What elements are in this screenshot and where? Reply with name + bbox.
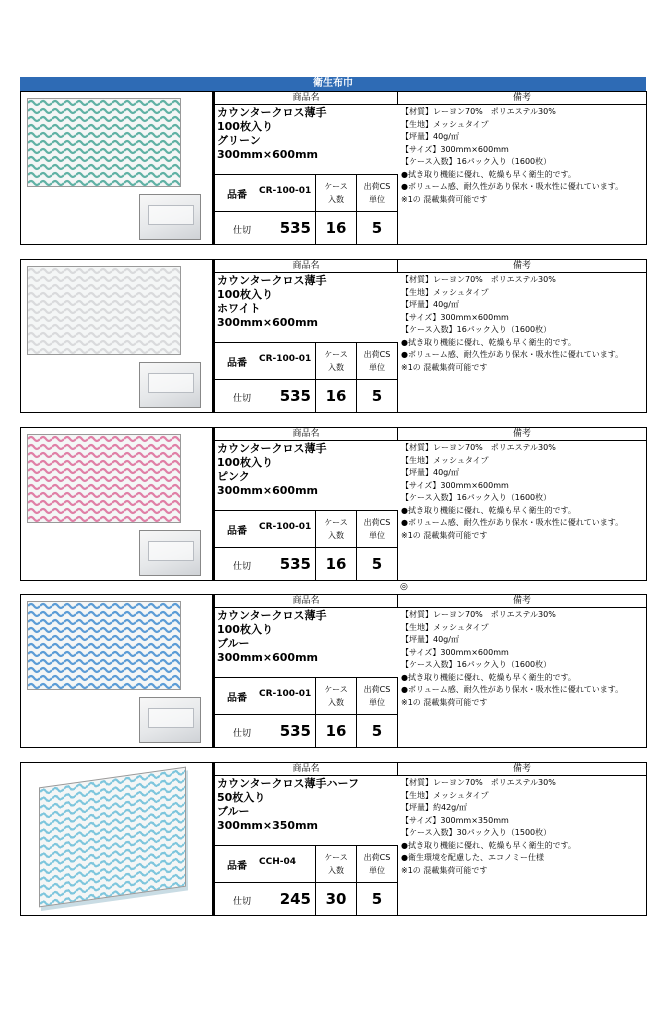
notes-column-header: 備考: [398, 595, 646, 608]
product-image-cell: [20, 594, 213, 748]
product-name-line: 300mm×350mm: [217, 819, 318, 832]
product-row: [20, 594, 646, 748]
product-name-line: ブルー: [217, 805, 250, 818]
spec-grid: [215, 342, 398, 413]
product-info: [213, 259, 647, 413]
product-name-line: カウンタークロス薄手: [217, 442, 327, 455]
case-header-2: 入数: [328, 363, 344, 372]
product-name-line: 300mm×600mm: [217, 316, 318, 329]
cloth-image: [27, 601, 181, 690]
product-name: [217, 609, 395, 665]
note-line: 【坪量】約42g/㎡: [401, 803, 467, 812]
note-line: ※1の 混載集荷可能です: [401, 194, 488, 204]
notes-list: [401, 442, 645, 542]
spec-grid: [215, 677, 398, 748]
notes-column-header: 備考: [398, 763, 646, 776]
note-line: 【生地】メッシュタイプ: [401, 622, 489, 632]
case-quantity: 16: [325, 387, 347, 405]
product-name-line: 100枚入り: [217, 120, 273, 133]
product-name-line: カウンタークロス薄手: [217, 106, 327, 119]
product-code: CR-100-01: [259, 186, 312, 196]
product-name: [217, 442, 395, 498]
product-code: CR-100-01: [259, 354, 312, 364]
product-name: [217, 777, 395, 833]
unit-header-2: 単位: [369, 866, 385, 875]
section-title: 衛生布巾: [313, 78, 353, 89]
note-line: ※1の 混載集荷可能です: [401, 530, 488, 540]
unit-header-1: 出荷CS: [363, 853, 391, 862]
case-header-2: 入数: [328, 531, 344, 540]
unit-header-1: 出荷CS: [363, 182, 391, 191]
note-line: 【材質】レーヨン70% ポリエステル30%: [401, 610, 556, 619]
price-label: 仕切: [233, 394, 252, 404]
note-line: ※1の 混載集荷可能です: [401, 865, 488, 875]
note-line: ※1の 混載集荷可能です: [401, 697, 488, 707]
shipping-unit: 5: [371, 387, 383, 405]
product-info: [213, 427, 647, 581]
note-line: ●拭き取り機能に優れ、乾燥も早く衛生的です。: [401, 505, 576, 515]
case-quantity: 16: [325, 555, 347, 573]
product-name-line: 300mm×600mm: [217, 148, 318, 161]
note-line: 【坪量】40g/㎡: [401, 132, 459, 141]
note-line: 【坪量】40g/㎡: [401, 468, 459, 477]
product-name-line: カウンタークロス薄手: [217, 274, 327, 287]
note-line: 【サイズ】300mm×600mm: [401, 312, 509, 322]
note-line: ●拭き取り機能に優れ、乾燥も早く衛生的です。: [401, 337, 576, 347]
spec-grid: [215, 174, 398, 245]
case-quantity: 30: [325, 890, 347, 908]
case-header-1: ケース: [324, 350, 348, 359]
product-name-line: 50枚入り: [217, 791, 266, 804]
note-line: ●ボリューム感、耐久性があり保水・吸水性に優れています。: [401, 182, 624, 191]
unit-header-2: 単位: [369, 698, 385, 707]
unit-header-2: 単位: [369, 531, 385, 540]
note-line: 【生地】メッシュタイプ: [401, 790, 489, 800]
note-line: 【材質】レーヨン70% ポリエステル30%: [401, 275, 556, 284]
product-name-line: 100枚入り: [217, 288, 273, 301]
note-line: ●拭き取り機能に優れ、乾燥も早く衛生的です。: [401, 840, 576, 850]
case-header-1: ケース: [324, 853, 348, 862]
product-image-cell: [20, 762, 213, 916]
cloth-image: [27, 434, 181, 523]
name-column-header: 商品名: [215, 763, 398, 776]
product-name-line: カウンタークロス薄手: [217, 609, 327, 622]
product-row: [20, 259, 646, 413]
notes-list: [401, 106, 645, 206]
case-header-1: ケース: [324, 182, 348, 191]
product-name-line: カウンタークロス薄手ハーフ: [217, 777, 360, 790]
unit-header-1: 出荷CS: [363, 518, 391, 527]
package-image: [139, 697, 201, 743]
name-column-header: 商品名: [215, 595, 398, 608]
unit-header-1: 出荷CS: [363, 685, 391, 694]
cloth-image: [27, 266, 181, 355]
case-header-2: 入数: [328, 866, 344, 875]
note-line: ●ボリューム感、耐久性があり保水・吸水性に優れています。: [401, 685, 624, 694]
price-value: 535: [279, 555, 311, 573]
unit-header-1: 出荷CS: [363, 350, 391, 359]
notes-list: [401, 609, 645, 709]
section-header: [20, 77, 646, 91]
price-label: 仕切: [233, 562, 252, 572]
case-header-1: ケース: [324, 685, 348, 694]
code-label: 品番: [227, 190, 247, 201]
product-name-line: ピンク: [217, 470, 250, 483]
code-label: 品番: [227, 358, 247, 369]
note-line: 【材質】レーヨン70% ポリエステル30%: [401, 107, 556, 116]
product-name: [217, 274, 395, 330]
price-label: 仕切: [233, 897, 252, 907]
price-value: 535: [279, 387, 311, 405]
product-row: [20, 762, 646, 916]
note-line: ●拭き取り機能に優れ、乾燥も早く衛生的です。: [401, 169, 576, 179]
product-code: CR-100-01: [259, 689, 312, 699]
spec-grid: [215, 510, 398, 581]
code-label: 品番: [227, 861, 247, 872]
case-header-2: 入数: [328, 698, 344, 707]
price-label: 仕切: [233, 226, 252, 236]
price-label: 仕切: [233, 729, 252, 739]
note-line: 【生地】メッシュタイプ: [401, 119, 489, 129]
note-line: 【生地】メッシュタイプ: [401, 455, 489, 465]
unit-header-2: 単位: [369, 363, 385, 372]
case-quantity: 16: [325, 219, 347, 237]
shipping-unit: 5: [371, 890, 383, 908]
note-line: 【材質】レーヨン70% ポリエステル30%: [401, 778, 556, 787]
note-line: ●ボリューム感、耐久性があり保水・吸水性に優れています。: [401, 350, 624, 359]
note-line: 【ケース入数】16パック入り（1600枚）: [401, 493, 552, 502]
note-line: ●拭き取り機能に優れ、乾燥も早く衛生的です。: [401, 672, 576, 682]
product-row: [20, 91, 646, 245]
note-line: 【材質】レーヨン70% ポリエステル30%: [401, 443, 556, 452]
note-line: ※1の 混載集荷可能です: [401, 362, 488, 372]
note-line: 【サイズ】300mm×600mm: [401, 647, 509, 657]
code-label: 品番: [227, 526, 247, 537]
shipping-unit: 5: [371, 722, 383, 740]
unit-header-2: 単位: [369, 195, 385, 204]
note-line: 【サイズ】300mm×600mm: [401, 144, 509, 154]
product-code: CCH-04: [259, 857, 297, 867]
circle-mark: ◎: [400, 582, 408, 592]
product-name-line: 300mm×600mm: [217, 651, 318, 664]
note-line: 【ケース入数】30パック入り（1500枚）: [401, 828, 552, 837]
product-name-line: ホワイト: [217, 302, 261, 315]
product-name-line: ブルー: [217, 637, 250, 650]
note-line: 【サイズ】300mm×600mm: [401, 480, 509, 490]
note-line: 【ケース入数】16パック入り（1600枚）: [401, 660, 552, 669]
product-name-line: 100枚入り: [217, 623, 273, 636]
product-image-cell: [20, 427, 213, 581]
notes-column-header: 備考: [398, 92, 646, 105]
notes-list: [401, 274, 645, 374]
note-line: 【ケース入数】16パック入り（1600枚）: [401, 157, 552, 166]
product-code: CR-100-01: [259, 522, 312, 532]
note-line: 【ケース入数】16パック入り（1600枚）: [401, 325, 552, 334]
shipping-unit: 5: [371, 219, 383, 237]
name-column-header: 商品名: [215, 428, 398, 441]
product-image-cell: [20, 259, 213, 413]
notes-list: [401, 777, 645, 877]
price-value: 245: [279, 890, 311, 908]
name-column-header: 商品名: [215, 260, 398, 273]
shipping-unit: 5: [371, 555, 383, 573]
cloth-image: [27, 98, 181, 187]
name-column-header: 商品名: [215, 92, 398, 105]
package-image: [139, 530, 201, 576]
code-label: 品番: [227, 693, 247, 704]
note-line: ●ボリューム感、耐久性があり保水・吸水性に優れています。: [401, 518, 624, 527]
product-image-cell: [20, 91, 213, 245]
product-name-line: 300mm×600mm: [217, 484, 318, 497]
product-info: [213, 594, 647, 748]
note-line: 【サイズ】300mm×350mm: [401, 815, 509, 825]
product-info: [213, 91, 647, 245]
product-info: [213, 762, 647, 916]
product-name-line: 100枚入り: [217, 456, 273, 469]
product-row: [20, 427, 646, 581]
case-quantity: 16: [325, 722, 347, 740]
notes-column-header: 備考: [398, 260, 646, 273]
product-name: [217, 106, 395, 162]
note-line: 【生地】メッシュタイプ: [401, 287, 489, 297]
package-image: [139, 362, 201, 408]
price-value: 535: [279, 722, 311, 740]
spec-grid: [215, 845, 398, 916]
product-name-line: グリーン: [217, 134, 261, 147]
note-line: 【坪量】40g/㎡: [401, 300, 459, 309]
case-header-1: ケース: [324, 518, 348, 527]
note-line: ●衛生環境を配慮した、エコノミー仕様: [401, 853, 544, 862]
package-image: [139, 194, 201, 240]
case-header-2: 入数: [328, 195, 344, 204]
note-line: 【坪量】40g/㎡: [401, 635, 459, 644]
cloth-image: [39, 767, 186, 908]
notes-column-header: 備考: [398, 428, 646, 441]
price-value: 535: [279, 219, 311, 237]
